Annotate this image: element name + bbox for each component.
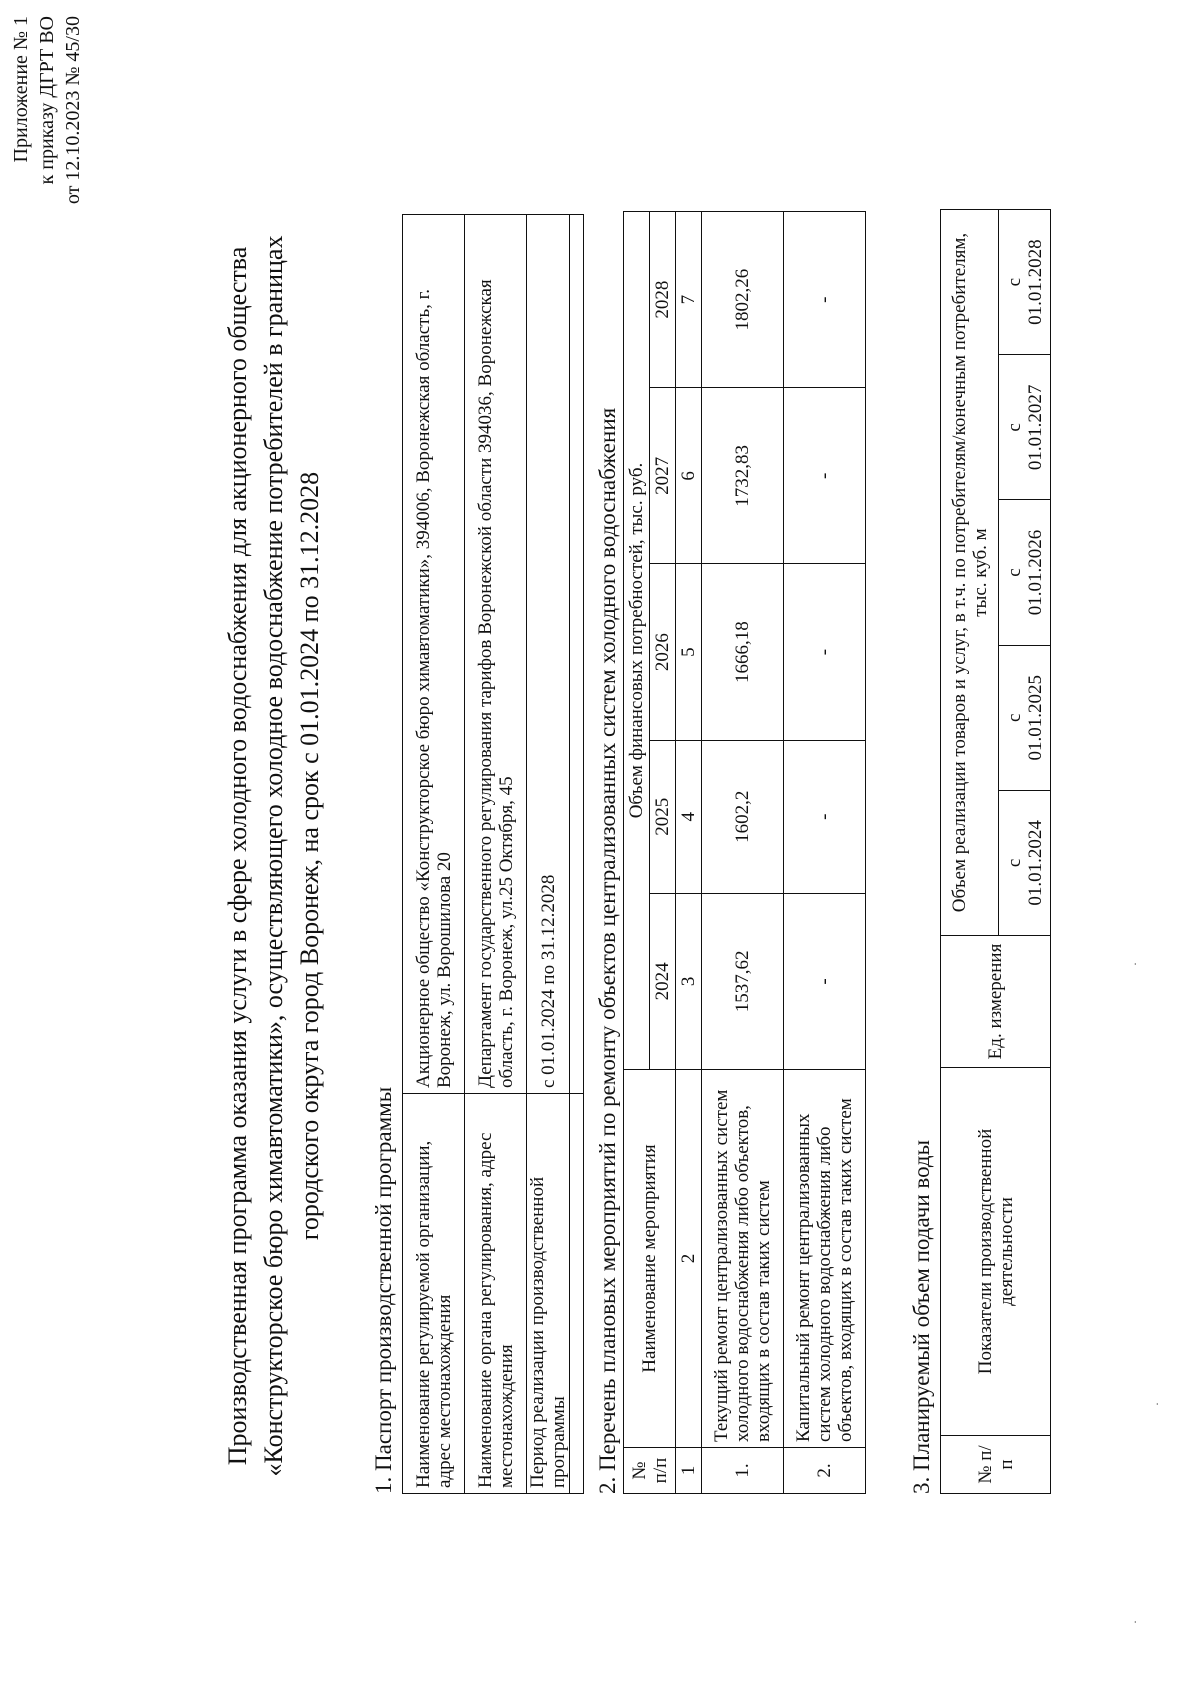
value-cell: 1666,18 [702, 564, 784, 740]
table-row [784, 212, 866, 1494]
header-date [999, 355, 1051, 500]
passport-label: Наименование органа регулирования, адрес местонахождения [465, 1094, 527, 1494]
header-financial-volume: Объем финансовых потребностей, тыс. руб. [624, 212, 650, 1070]
section-1-title: 1. Паспорт производственной программы [371, 1086, 396, 1494]
table-header-row [624, 212, 650, 1494]
header-date [999, 210, 1051, 355]
passport-value: Департамент государственного регулирования тарифов Воронежской области 394036, Воронежская область, г. Воронеж, ул.25 Октября, 45 [465, 215, 527, 1094]
value-cell: - [784, 893, 866, 1069]
column-number: 6 [676, 388, 702, 564]
header-num: № п/п [941, 1436, 1051, 1494]
appendix-line-2: к приказу ДГРТ ВО [36, 16, 58, 185]
appendix-line-3: от 12.10.2023 № 45/30 [62, 16, 84, 205]
passport-label: Период реализации производственной программы [527, 1094, 570, 1494]
from-label: с [1003, 713, 1025, 722]
header-year: 2026 [650, 564, 676, 740]
table-row [527, 215, 570, 1494]
scan-artifact: · [1128, 1620, 1142, 1624]
value-cell: - [784, 212, 866, 388]
header-year: 2027 [650, 388, 676, 564]
from-label: с [1003, 423, 1025, 432]
scan-artifact: · [1150, 1402, 1164, 1406]
from-label: с [1003, 277, 1025, 287]
value-cell: - [784, 388, 866, 564]
from-label: с [1003, 568, 1025, 577]
value-cell: 1602,2 [702, 740, 784, 893]
date-label: 01.01.2026 [1024, 529, 1046, 616]
title-line-1: Производственная программа оказания услуги в сфере холодного водоснабжения для акционерного общества [223, 246, 252, 1466]
column-number-row [676, 212, 702, 1494]
header-unit: Ед. измерения [941, 936, 1051, 1068]
table-row [702, 212, 784, 1494]
header-measure-name: Наименование мероприятия [624, 1070, 676, 1448]
header-sales-volume: Объем реализации товаров и услуг, в т.ч. по потребителям/конечным потребителям, тыс. куб. м [941, 210, 999, 936]
date-label: 01.01.2027 [1024, 384, 1046, 471]
section-2-title: 2. Перечень плановых мероприятий по ремонту объектов централизованных систем холодного водоснабжения [595, 407, 620, 1494]
passport-value: Акционерное общество «Конструкторское бюро химавтоматики», 394006, Воронежская область, г. Воронеж, ул. Ворошилова 20 [403, 215, 465, 1094]
value-cell: - [784, 740, 866, 893]
title-line-3: городского округа город Воронеж, на срок с 01.01.2024 по 31.12.2028 [295, 471, 324, 1241]
passport-value: с 01.01.2024 по 31.12.2028 [527, 215, 570, 1094]
column-number: 4 [676, 740, 702, 893]
header-date [999, 790, 1051, 935]
scan-artifact: · [1128, 962, 1142, 966]
from-label: с [1003, 858, 1025, 868]
table-row [465, 215, 527, 1494]
column-number: 7 [676, 212, 702, 388]
value-cell: - [784, 564, 866, 740]
appendix-note [8, 16, 86, 276]
date-label: 01.01.2028 [1024, 239, 1046, 325]
measure-name: Капитальный ремонт централизованных систем холодного водоснабжения либо объектов, входящих в состав таких систем [784, 1070, 866, 1448]
passport-label: Наименование регулируемой организации, адрес местонахождения [403, 1094, 465, 1494]
column-number: 1 [676, 1448, 702, 1494]
water-supply-volume-table [940, 209, 1051, 1494]
measure-name: Текущий ремонт централизованных систем холодного водоснабжения либо объектов, входящих в состав таких систем [702, 1070, 784, 1448]
header-num: № п/п [624, 1448, 676, 1494]
value-cell: 1802,26 [702, 212, 784, 388]
document-title [220, 156, 328, 1556]
date-label: 01.01.2025 [1024, 674, 1046, 761]
repair-measures-table [623, 211, 866, 1494]
passport-empty-cell [570, 1094, 584, 1494]
row-num: 1. [702, 1448, 784, 1494]
header-year: 2028 [650, 212, 676, 388]
column-number: 2 [676, 1070, 702, 1448]
passport-table [402, 214, 584, 1494]
passport-empty-cell [570, 215, 584, 1094]
header-indicator: Показатели производственной деятельности [941, 1068, 1051, 1436]
section-3-title: 3. Планируемый объем подачи воды [909, 1139, 934, 1494]
row-num: 2. [784, 1448, 866, 1494]
table-row [403, 215, 465, 1494]
title-line-2: «Конструкторское бюро химавтоматики», осуществляющего холодное водоснабжение потребителей в границах [259, 235, 288, 1477]
header-year: 2024 [650, 893, 676, 1069]
table-row [570, 215, 584, 1494]
header-date [999, 645, 1051, 790]
appendix-line-1: Приложение № 1 [10, 16, 32, 163]
column-number: 5 [676, 564, 702, 740]
column-number: 3 [676, 893, 702, 1069]
date-label: 01.01.2024 [1024, 820, 1046, 906]
value-cell: 1537,62 [702, 893, 784, 1069]
value-cell: 1732,83 [702, 388, 784, 564]
header-date [999, 500, 1051, 645]
header-year: 2025 [650, 740, 676, 893]
table-header-row [941, 210, 999, 1494]
